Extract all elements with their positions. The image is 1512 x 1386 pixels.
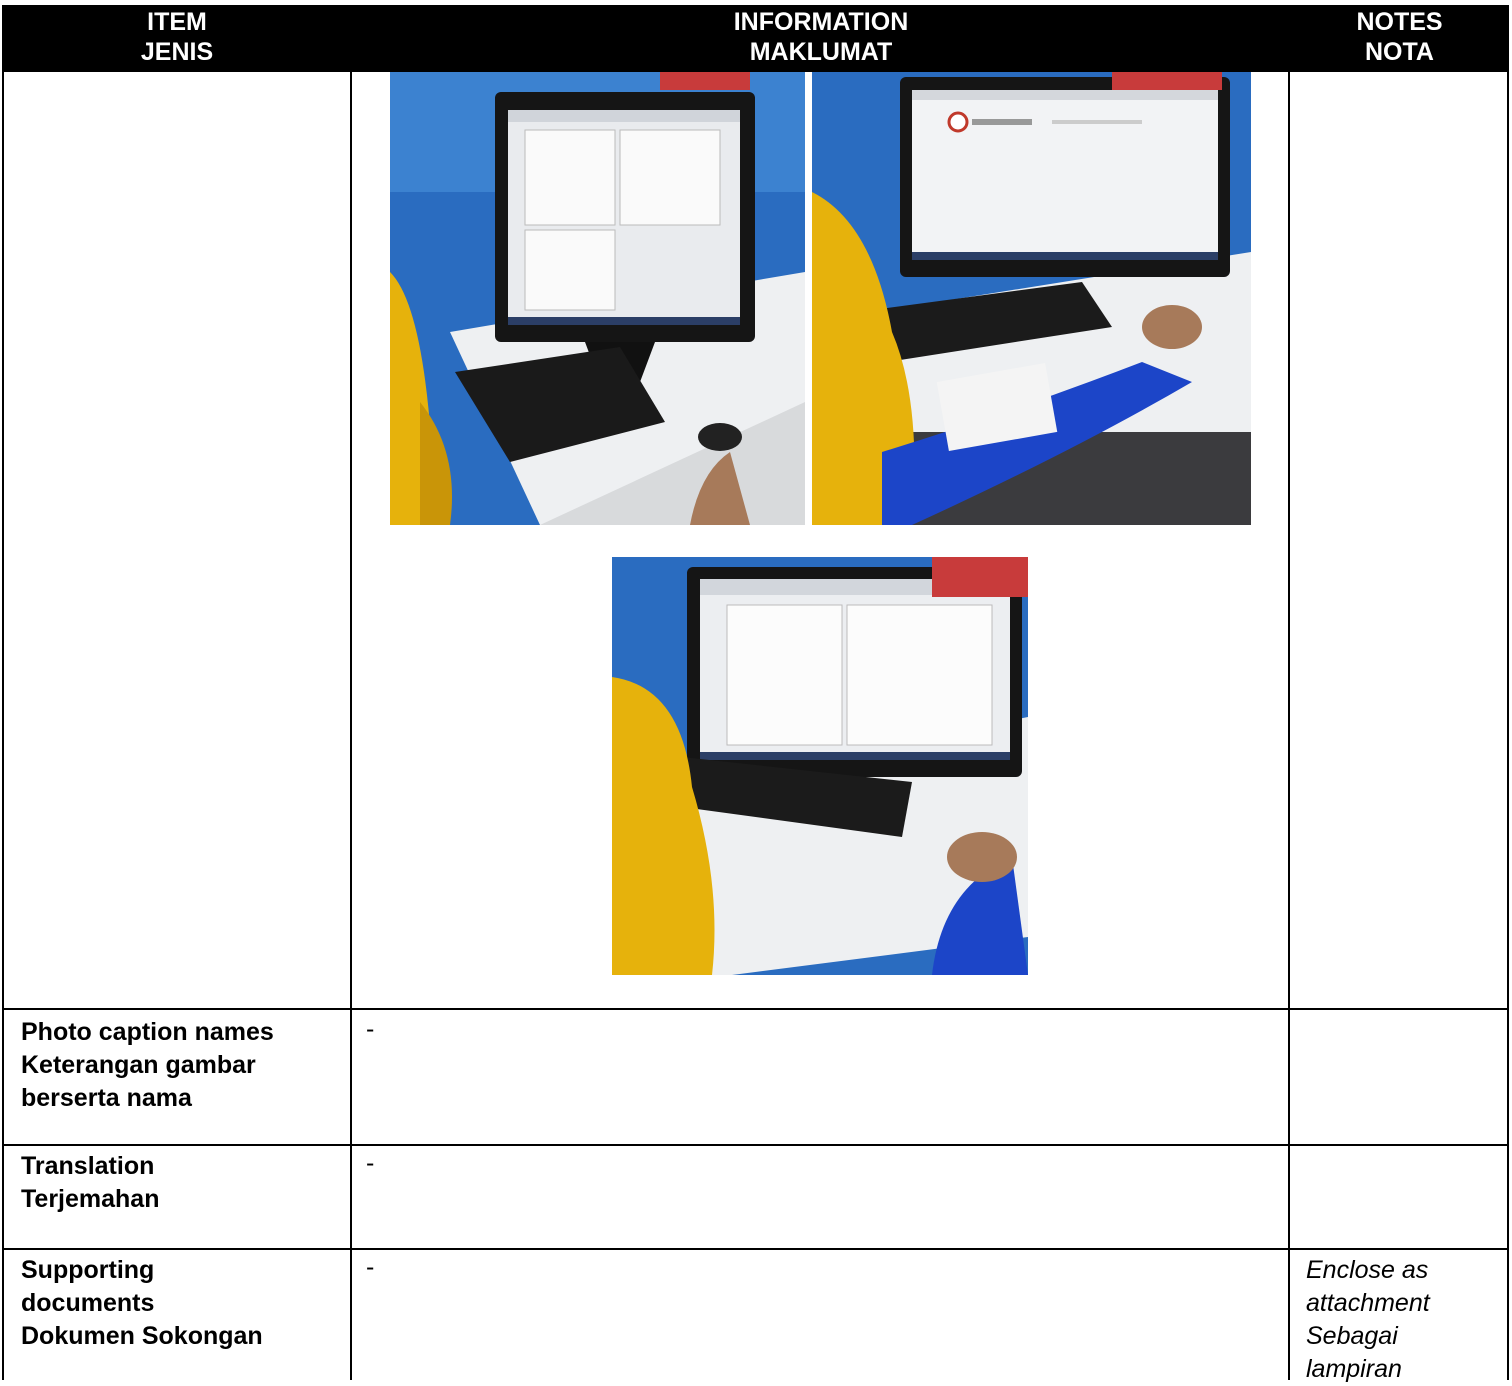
header-information-en: INFORMATION (733, 8, 909, 36)
header-information (352, 7, 1290, 67)
row-supporting-documents-info: - (366, 1253, 375, 1281)
note-line2: attachment (1306, 1289, 1430, 1317)
row-translation-label-line2: Terjemahan (21, 1185, 160, 1213)
row-supporting-documents-label-line3: Dokumen Sokongan (21, 1322, 263, 1350)
row-photo-caption-label (21, 1016, 274, 1115)
note-line3: Sebagai (1306, 1322, 1398, 1350)
row-supporting-documents-label-line1: Supporting (21, 1256, 155, 1284)
row-photo-caption-label-line1: Photo caption names (21, 1018, 274, 1046)
row-supporting-documents-label-line2: documents (21, 1289, 155, 1317)
header-notes-en: NOTES (1356, 8, 1443, 36)
header-information-ms: MAKLUMAT (749, 38, 893, 66)
row-photo-caption-label-line2: Keterangan gambar (21, 1051, 256, 1079)
header-item (2, 7, 352, 67)
table-header (2, 5, 1509, 72)
row-supporting-documents-note (1306, 1254, 1430, 1386)
header-notes-ms: NOTA (1365, 38, 1434, 66)
photo-student-computer-2 (812, 72, 1251, 525)
note-line4: lampiran (1306, 1355, 1402, 1383)
header-item-en: ITEM (147, 8, 207, 36)
header-notes (1290, 7, 1509, 67)
row-photo-caption-label-line3: berserta nama (21, 1084, 192, 1112)
photo-student-computer-3 (612, 557, 1028, 975)
header-item-ms: JENIS (140, 38, 214, 66)
note-line1: Enclose as (1306, 1256, 1429, 1284)
photo-student-computer-1 (390, 72, 805, 525)
row-translation-info: - (366, 1149, 375, 1177)
row-supporting-documents-label (21, 1254, 263, 1353)
row-translation-label-line1: Translation (21, 1152, 155, 1180)
row-translation-label (21, 1150, 159, 1216)
row-photo-caption-info: - (366, 1015, 375, 1043)
